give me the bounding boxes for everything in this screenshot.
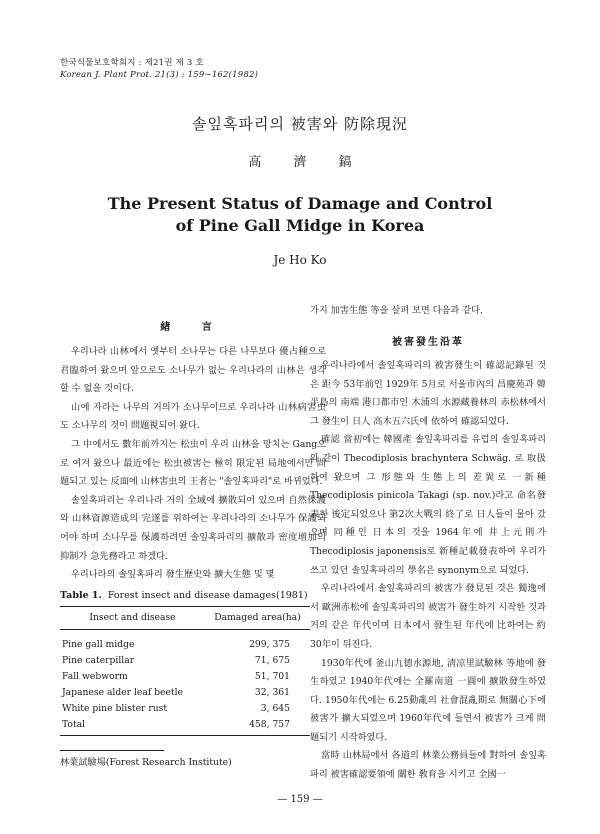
- table-cell: Total: [60, 716, 205, 736]
- table-row: [60, 630, 310, 653]
- footnote-divider: [60, 750, 164, 751]
- table-label: Table 1.: [60, 590, 102, 601]
- affiliation-footnote: 林業試驗場(Forest Research Institute): [60, 757, 232, 768]
- paragraph: 우리나라 山林에서 옛부터 소나무는 다른 나무보다 優占種으로 君臨하여 왔으며 앞으로도 소나무가 없는 우리나라의 山林은 생각할 수 없을 것이다.: [60, 346, 326, 395]
- damage-table: [60, 606, 310, 736]
- table-row: [60, 668, 310, 684]
- introduction-body: [60, 343, 326, 585]
- journal-header: [60, 57, 258, 81]
- english-title-line2: of Pine Gall Midge in Korea: [175, 216, 425, 235]
- damage-history-body: [310, 357, 546, 785]
- table-caption-text: Forest insect and disease damages(1981): [107, 590, 308, 601]
- introduction-heading: 緖 言: [160, 322, 226, 333]
- table-cell: 3, 645: [260, 702, 290, 714]
- paragraph: 그 中에서도 數年前까지는 松虫이 우리 山林을 망치는 Gang으로 여겨 왔으나 最近에는 松虫被害는 極히 限定된 局地에서만 問題되고 있는 反面에 山林害虫의 王者는 "솔잎혹파리"로 바뀌었다.: [60, 438, 326, 488]
- table-row: [60, 652, 310, 668]
- journal-header-korean: 한국식물보호학회지 : 제21권 제 3 호: [60, 58, 204, 68]
- paragraph: 솔잎혹파리는 우리나라 거의 全域에 擴散되어 있으며 自然保護와 山林資源造成의 完遂를 위하여는 우리나라의 소나무가 保護되어야 하며 소나무를 保護하려면 솔잎혹파리의 擴散과 密度增加의 抑制가 急先務라고 하겠다.: [60, 494, 326, 562]
- table-cell: 299, 375: [249, 638, 290, 650]
- page-number: — 159 —: [277, 794, 323, 805]
- english-title-line1: The Present Status of Damage and Control: [107, 194, 493, 213]
- table-row: [60, 700, 310, 716]
- paragraph: 當時 山林局에서 各道의 林業公務員들에 對하여 솔잎혹파리 被害確認要領에 關한 敎育을 시키고 全國一: [310, 750, 546, 781]
- table-cell: 51, 701: [254, 670, 290, 682]
- korean-title: 솔잎혹파리의 被害와 防除現況: [192, 115, 408, 133]
- table-cell: Pine caterpillar: [62, 654, 135, 666]
- table-cell: 71, 675: [254, 654, 290, 666]
- table-row: [60, 684, 310, 700]
- table-cell: 32, 361: [254, 686, 290, 698]
- table-cell: Fall webworm: [62, 670, 128, 682]
- table-caption: [60, 590, 308, 601]
- right-column-top-line: 가지 加害生態 等을 살펴 보면 다음과 같다.: [310, 305, 483, 316]
- table-cell: 458, 757: [205, 716, 310, 736]
- column-header: Insect and disease: [60, 607, 205, 630]
- journal-header-english: Korean J. Plant Prot. 21(3) : 159∼162(1982): [60, 70, 259, 80]
- table-cell: Pine gall midge: [62, 638, 135, 650]
- column-header: Damaged area(ha): [205, 607, 310, 630]
- paragraph: 우리나라에서 솔잎혹파리의 被害發生이 確認記錄된 것은 距今 53年前인 1929年 5月로 서울市內의 昌慶苑과 韓半島의 南端 港口都市인 木浦의 水源藏養林의 赤松林에서 그 發生이 日人 高木五六氏에 依하여 確認되었다.: [310, 360, 546, 427]
- paragraph: 1930年代에 釜山九德水源地, 淸凉里試驗林 等地에 發生하였고 1940年代에는 全羅南道 一圓에 擴散發生하였다. 1950年代에는 6.25動亂의 社會混亂期로 無關心下에 被害가 擴大되었으며 1960年代에 들면서 被害가 크게 問題되기 시작하였다.: [310, 657, 546, 743]
- damage-history-heading: 被害發生沿革: [392, 337, 464, 348]
- paragraph: 우리나라에서 솔잎혹파리의 被害가 發見된 것은 獨逸에서 歐洲赤松에 솔잎혹파리의 被害가 發生하기 시작한 것과 거의 같은 年代이며 日本에서 發生된 年代에 比하여는 約 30年이 뒤진다.: [310, 583, 546, 650]
- paragraph: 確認 當初에는 韓國產 솔잎혹파리를 유럽의 솔잎혹파리와 같이 Thecodiplosis brachyntera Schwäg. 로 取扱하여 왔으며 그 形態와 生態上의 差異로 一新種 Thecodiplosis pinicola Takagi (sp. nov.)라고 命名發表한 後定되었으나 第2次大戰의 終了로 日人들이 물아 갔으며 同種인 日本의 것을 1964年에 井上元則가 Thecodiplosis japonensis로 新種記載發表하여 우리가 쓰고 있던 솔잎혹파리의 學名은 synonym으로 되었다.: [310, 434, 546, 576]
- paragraph: 山에 자라는 나무의 거의가 소나무이므로 우리나라 山林病害虫도 소나무의 것이 問題視되어 왔다.: [60, 401, 326, 432]
- paragraph: 우리나라의 솔잎혹파리 發生歷史와 擴大生態 및 몇: [71, 569, 275, 581]
- table-cell: White pine blister rust: [62, 702, 168, 714]
- english-author: Je Ho Ko: [273, 253, 327, 267]
- table-header-row: [60, 607, 310, 630]
- table-total-row: [60, 716, 310, 736]
- korean-author: 高 濟 鎬: [248, 155, 352, 170]
- table-cell: Japanese alder leaf beetle: [62, 686, 183, 698]
- english-title: [0, 193, 600, 237]
